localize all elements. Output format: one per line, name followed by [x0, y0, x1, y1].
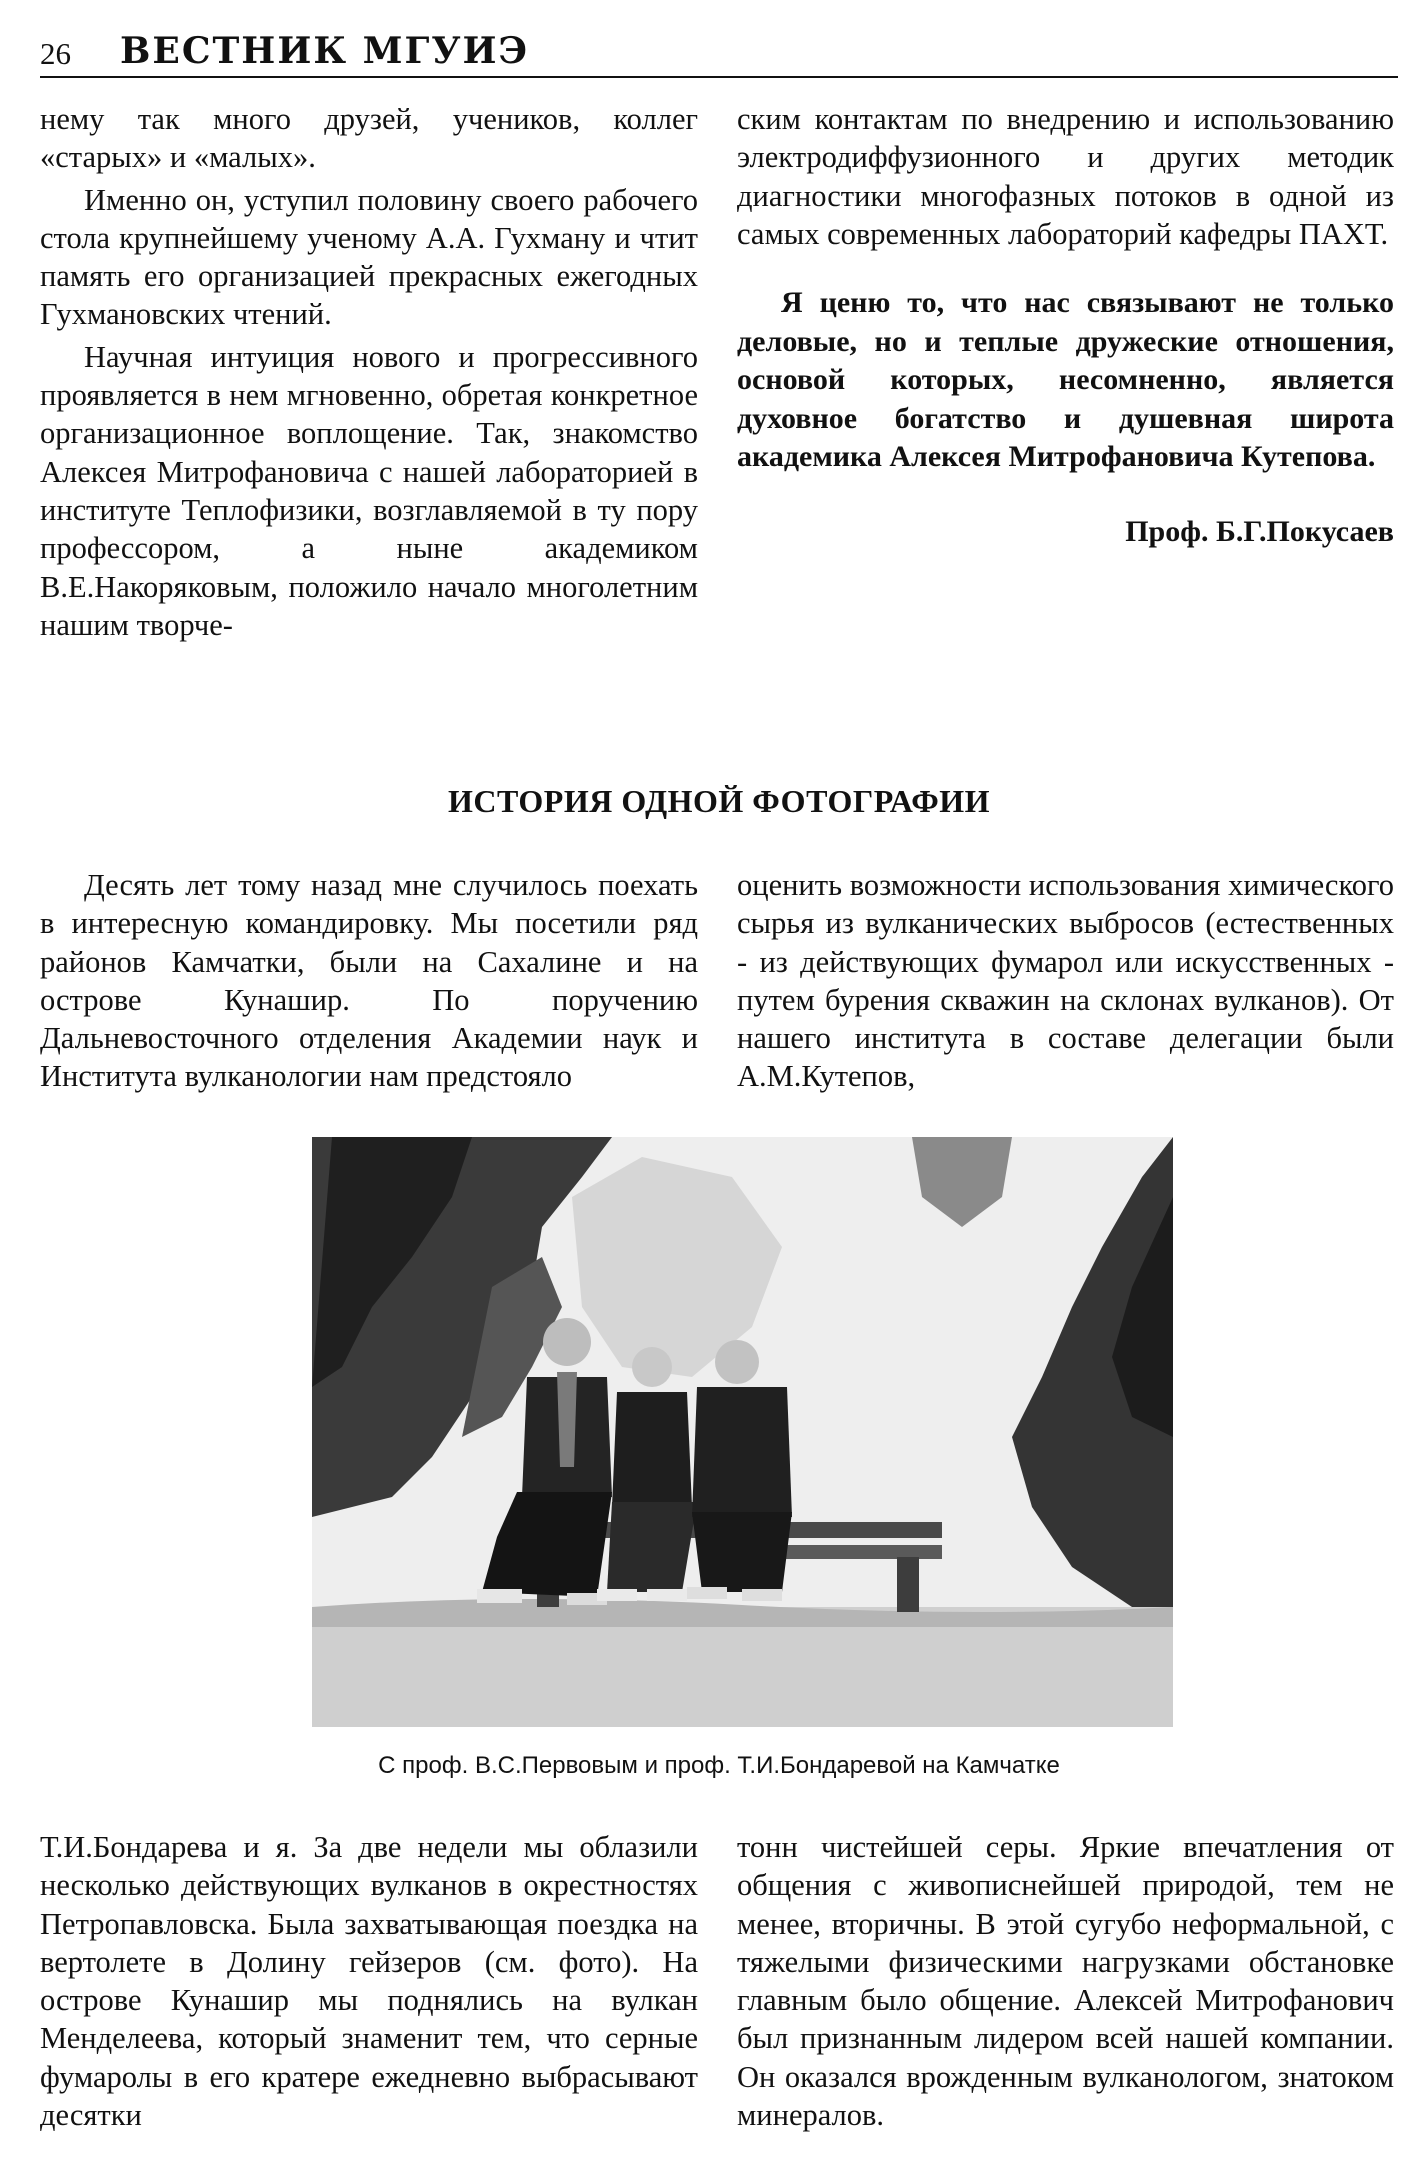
photo-caption: С проф. В.С.Первовым и проф. Т.И.Бондаревой на Камчатке	[378, 1752, 1060, 1779]
paragraph: тонн чистейшей серы. Яркие впечатления от общения с живописнейшей природой, тем не менее, вторичны. В этой сугубо неформальной, с тяжелыми физическими нагрузками обстановке главным было общение. Алексей Митрофанович был признанным лидером всей нашей компании. Он оказался врожденным вулканологом, знатоком минералов.	[737, 1830, 1394, 2133]
section-heading: ИСТОРИЯ ОДНОЙ ФОТОГРАФИИ	[447, 783, 991, 819]
journal-title: ВЕСТНИК МГУИЭ	[120, 30, 530, 72]
article-column-top-left	[40, 100, 698, 644]
paragraph: Т.И.Бондарева и я. За две недели мы облазили несколько действующих вулканов в окрестностях Петропавловска. Была захватывающая поездка на вертолете в Долину гейзеров (см. фото). На острове Кунашир мы поднялись на вулкан Менделеева, который знаменит тем, что серные фумаролы в его кратере ежедневно выбрасывают десятки	[40, 1830, 698, 2133]
photograph-three-people-on-bench	[312, 1137, 1173, 1727]
paragraph: оценить возможности использования химического сырья из вулканических выбросов (естественных - из действующих фумарол или искусственных - путем бурения скважин на склонах вулканов). От нашего института в составе делегации были А.М.Кутепов,	[737, 868, 1394, 1094]
article-column-mid-right	[737, 866, 1394, 1096]
header-rule	[40, 76, 1398, 78]
article-column-top-right	[737, 100, 1394, 551]
article-column-mid-left	[40, 866, 698, 1096]
page-number: 26	[40, 36, 71, 71]
author-signature: Проф. Б.Г.Покусаев	[1125, 514, 1394, 548]
paragraph: ским контактам по внедрению и использованию электродиффузионного и других методик диагностики многофазных потоков в одной из самых современных лабораторий кафедры ПАХТ.	[737, 102, 1394, 251]
paragraph: Научная интуиция нового и прогрессивного проявляется в нем мгновенно, обретая конкретное организационное воплощение. Так, знакомство Алексея Митрофановича с нашей лабораторией в институте Теплофизики, возглавляемой в ту пору профессором, а ныне академиком В.Е.Накоряковым, положило начало многолетним нашим творче-	[40, 339, 698, 642]
paragraph: нему так много друзей, учеников, коллег «старых» и «малых».	[40, 102, 698, 175]
article-column-bottom-right	[737, 1828, 1394, 2134]
paragraph: Десять лет тому назад мне случилось поехать в интересную командировку. Мы посетили ряд районов Камчатки, были на Сахалине и на острове Кунашир. По поручению Дальневосточного отделения Академии наук и Института вулканологии нам предстояло	[40, 868, 698, 1094]
paragraph: Именно он, уступил половину своего рабочего стола крупнейшему ученому А.А. Гухману и чтит память его организацией прекрасных ежегодных Гухмановских чтений.	[40, 182, 698, 332]
article-column-bottom-left	[40, 1828, 698, 2134]
page-header	[40, 28, 1398, 80]
closing-statement: Я ценю то, что нас связывают не только деловые, но и теплые дружеские отношения, основой которых, несомненно, является духовное богатство и душевная широта академика Алексея Митрофановича Кутепова.	[737, 286, 1394, 474]
